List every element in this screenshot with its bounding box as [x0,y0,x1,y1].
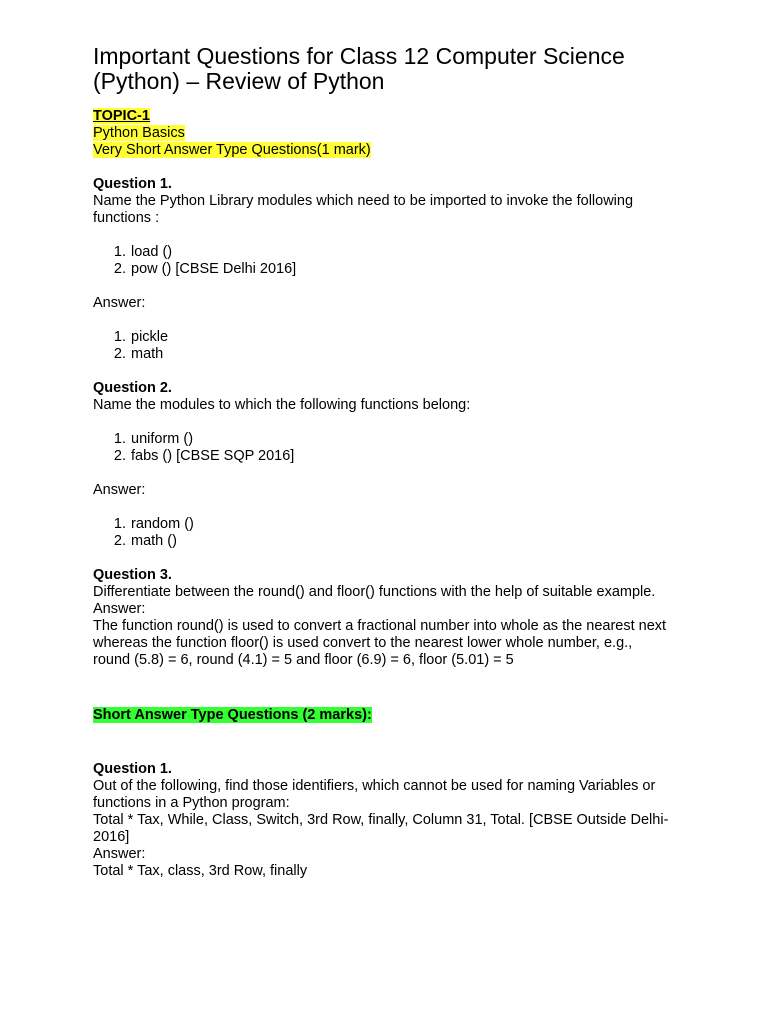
list-item: 2. pow () [CBSE Delhi 2016] [130,261,693,278]
question-1-heading: Question 1. [93,176,172,192]
question-1-items [93,244,693,278]
list-item: 2. math [130,346,693,363]
question-2-items [93,431,693,465]
topic-block [93,108,693,159]
list-item: 1. uniform () [130,431,693,448]
question-1-answer-label: Answer: [93,295,146,311]
page-title [93,44,693,94]
list-item: 2. fabs () [CBSE SQP 2016] [130,448,693,465]
list-item: 1. random () [130,516,693,533]
short-question-1-list: Total * Tax, While, Class, Switch, 3rd Row, finally, Column 31, Total. [CBSE Outside Delhi-2016] [93,812,669,845]
question-2-text: Name the modules to which the following functions belong: [93,397,471,413]
question-1-text: Name the Python Library modules which need to be imported to invoke the following functions : [93,193,634,226]
short-question-1-answer-text: Total * Tax, class, 3rd Row, finally [93,863,308,879]
title-line-1: Important Questions for Class 12 Computer Science [93,43,625,69]
question-1-answers [93,329,693,363]
list-item: 1. load () [130,244,693,261]
short-question-1-heading: Question 1. [93,761,172,777]
title-line-2: (Python) – Review of Python [93,68,385,94]
question-3-heading: Question 3. [93,567,172,583]
question-2-answer-label: Answer: [93,482,146,498]
topic-name: Python Basics [93,125,185,141]
short-question-1-text: Out of the following, find those identifiers, which cannot be used for naming Variables or functions in a Python program: [93,778,656,811]
question-3-answer-text: The function round() is used to convert a fractional number into whole as the nearest next whereas the function floor() is used convert to the nearest lower whole number, e.g., [93,618,667,651]
topic-section-heading: Very Short Answer Type Questions(1 mark) [93,142,371,158]
question-2-heading: Question 2. [93,380,172,396]
list-item: 1. pickle [130,329,693,346]
topic-label: TOPIC-1 [93,108,150,124]
short-question-1-answer-label: Answer: [93,846,146,862]
short-answer-section-heading [93,707,693,724]
question-3-example: round (5.8) = 6, round (4.1) = 5 and floor (6.9) = 6, floor (5.01) = 5 [93,652,514,668]
short-answer-section-label: Short Answer Type Questions (2 marks): [93,706,372,723]
question-2-answers [93,516,693,550]
document-content [93,44,693,880]
list-item: 2. math () [130,533,693,550]
question-3-answer-label: Answer: [93,601,146,617]
question-3-text: Differentiate between the round() and floor() functions with the help of suitable example. [93,584,656,600]
